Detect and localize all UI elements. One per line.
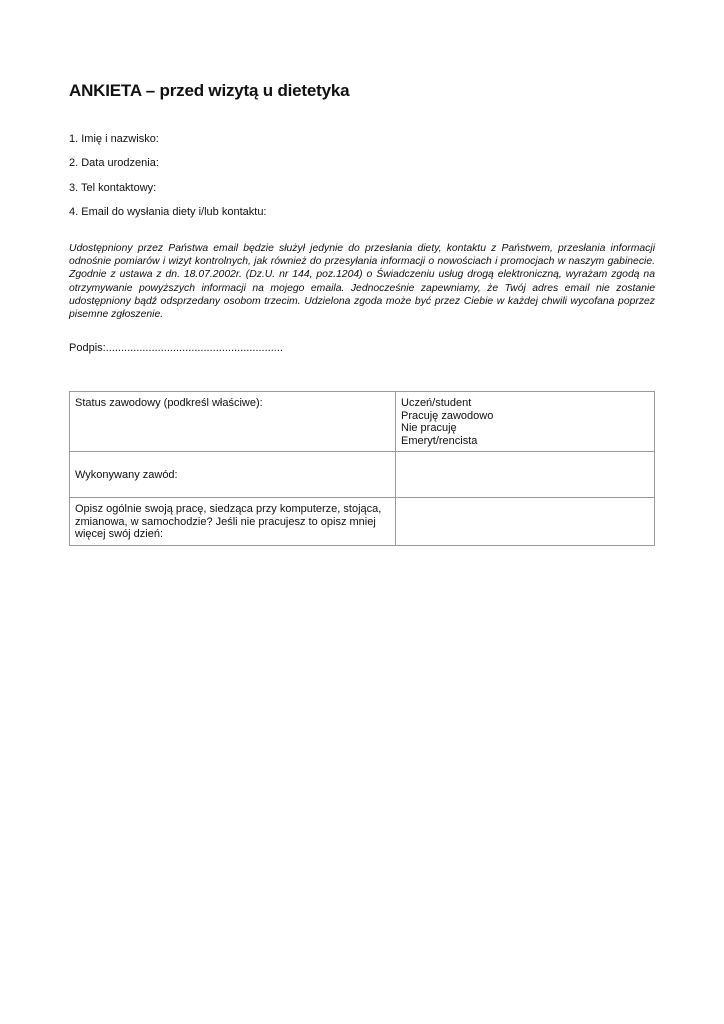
signature-line: Podpis:.......................................................... (69, 342, 283, 354)
privacy-notice: Udostępniony przez Państwa email będzie służył jedynie do przesłania diety, kontaktu z Państwem, przesłania informacji odnośnie pomiarów i wizyt kontrolnych, jak również do przesyłania informacji o nowościach i promocjach w naszym gabinecie. Zgodnie z ustawa z dn. 18.07.2002r. (Dz.U. nr 144, poz.1204) o Świadczeniu usług drogą elektroniczną, wyrażam zgodą na otrzymywanie powyższych informacji na mojego emaila. Jednocześnie zapewniamy, że Twój adres email nie zostanie udostępniony bądź odsprzedany osobom trzecim. Udzielona zgoda może być przez Ciebie w każdej chwili wycofana poprzez pisemne zgłoszenie. (69, 243, 655, 321)
field-birth-date: 2. Data urodzenia: (69, 157, 159, 169)
option-retired[interactable]: Emeryt/rencista (401, 434, 478, 447)
question-cell: Wykonywany zawód: (70, 452, 396, 498)
field-email: 4. Email do wysłania diety i/lub kontaktu: (69, 206, 267, 218)
question-cell: Opisz ogólnie swoją pracę, siedząca przy komputerze, stojąca, zmianowa, w samochodzie? Jeśli nie pracujesz to opisz mniej więcej swój dzień: (70, 498, 396, 546)
page-title: ANKIETA – przed wizytą u dietetyka (69, 81, 350, 100)
option-student[interactable]: Uczeń/student (401, 397, 472, 409)
answer-cell[interactable] (396, 452, 655, 498)
field-name: 1. Imię i nazwisko: (69, 133, 159, 145)
option-unemployed[interactable]: Nie pracuję (401, 422, 457, 434)
table-row (70, 392, 655, 452)
field-phone: 3. Tel kontaktowy: (69, 182, 157, 194)
answer-cell[interactable] (396, 498, 655, 546)
table-row (70, 498, 655, 546)
table-row (70, 452, 655, 498)
option-employed[interactable]: Pracuję zawodowo (401, 409, 494, 422)
survey-table (69, 391, 655, 546)
status-options-cell (396, 392, 655, 452)
question-cell: Status zawodowy (podkreśl właściwe): (70, 392, 396, 452)
